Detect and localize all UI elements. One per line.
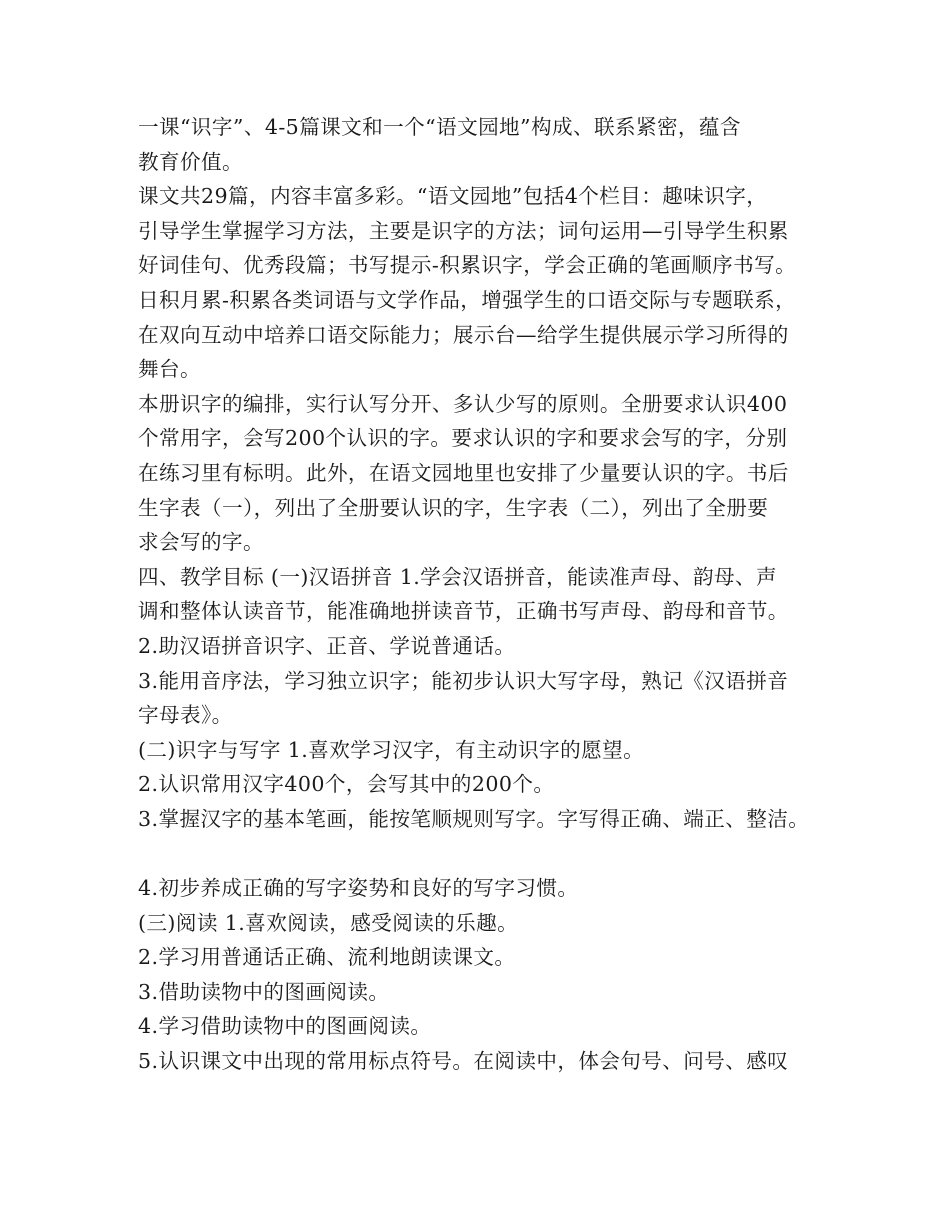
text-line: 3.借助读物中的图画阅读。 xyxy=(138,979,390,1004)
text-line: 求会写的字。 xyxy=(138,530,264,555)
text-line: 4.学习借助读物中的图画阅读。 xyxy=(138,1014,432,1039)
text-line: 在练习里有标明。此外，在语文园地里也安排了少量要认识的字。书后 xyxy=(138,460,789,485)
text-line: 个常用字，会写200个认识的字。要求认识的字和要求会写的字，分别 xyxy=(138,426,788,451)
text-line: 2.助汉语拼音识字、正音、学说普通话。 xyxy=(138,633,516,658)
text-line: 生字表（一），列出了全册要认识的字，生字表（二），列出了全册要 xyxy=(138,495,769,520)
text-line: 2.认识常用汉字400个，会写其中的200个。 xyxy=(138,772,555,797)
text-line: 引导学生掌握学习方法，主要是识字的方法；词句运用—引导学生积累 xyxy=(138,218,789,243)
text-line: (三)阅读 1.喜欢阅读，感受阅读的乐趣。 xyxy=(138,910,519,935)
document-page xyxy=(138,110,828,1079)
text-line: 2.学习用普通话正确、流利地朗读课文。 xyxy=(138,945,516,970)
text-line: 课文共29篇，内容丰富多彩。“语文园地”包括4个栏目：趣味识字， xyxy=(138,184,768,209)
text-line: 四、教学目标 (一)汉语拼音 1.学会汉语拼音，能读准声母、韵母、声 xyxy=(138,564,778,589)
text-line: 4.初步养成正确的写字姿势和良好的写字习惯。 xyxy=(138,876,579,901)
text-line: 在双向互动中培养口语交际能力；展示台—给学生提供展示学习所得的 xyxy=(138,322,789,347)
text-line: (二)识字与写字 1.喜欢学习汉字，有主动识字的愿望。 xyxy=(138,737,645,762)
text-line: 3.能用音序法，学习独立识字；能初步认识大写字母，熟记《汉语拼音 xyxy=(138,668,789,693)
text-line: 字母表》。 xyxy=(138,703,233,728)
text-line: 日积月累-积累各类词语与文学作品，增强学生的口语交际与专题联系， xyxy=(138,287,797,312)
text-line: 5.认识课文中出现的常用标点符号。在阅读中，体会句号、问号、感叹 xyxy=(138,1049,789,1074)
text-line: 本册识字的编排，实行认写分开、多认少写的原则。全册要求认识400 xyxy=(138,391,788,416)
paragraph-gap xyxy=(138,836,828,871)
text-line: 好词佳句、优秀段篇；书写提示-积累识字，学会正确的笔画顺序书写。 xyxy=(138,253,797,278)
text-line: 一课“识字”、4-5篇课文和一个“语文园地”构成、联系紧密，蕴含 xyxy=(138,115,741,139)
text-line: 调和整体认读音节，能准确地拼读音节，正确书写声母、韵母和音节。 xyxy=(138,599,789,624)
text-line: 教育价值。 xyxy=(138,149,243,174)
text-line: 3.掌握汉字的基本笔画，能按笔顺规则写字。字写得正确、端正、整洁。 xyxy=(138,806,810,831)
text-line: 舞台。 xyxy=(138,357,201,382)
